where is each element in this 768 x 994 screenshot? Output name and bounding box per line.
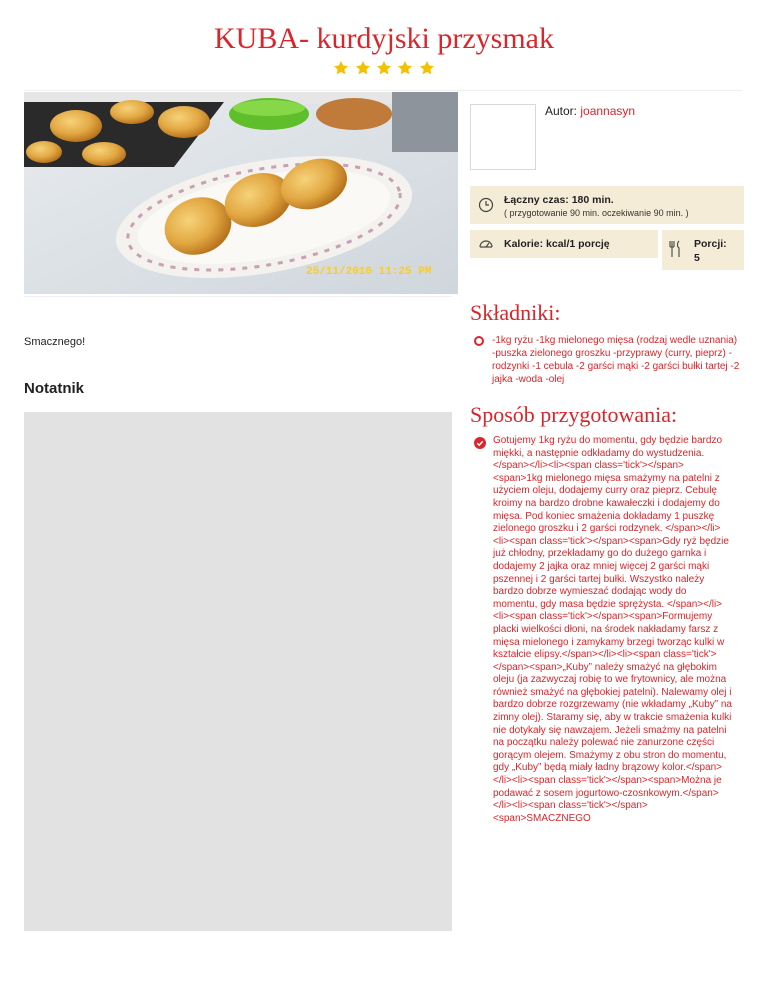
gauge-icon: [478, 236, 494, 252]
time-detail: ( przygotowanie 90 min. oczekiwanie 90 min. ): [504, 208, 689, 218]
total-time-box: [470, 186, 744, 224]
photo-divider: [24, 296, 452, 297]
calories: Kalorie: kcal/1 porcję: [504, 238, 610, 250]
ingredients-list: -1kg ryżu -1kg mielonego mięsa (rodzaj wedle uznania) -puszka zielonego groszku -przyprawy (curry, pieprz) -rodzynki -1 cebula -2 garści mąki -2 garści bułki tartej -2 jajka -woda -olej: [492, 335, 740, 385]
star-icon: [376, 60, 392, 76]
rating-stars: [0, 60, 768, 81]
recipe-title: KUBA- kurdyjski przysmak: [214, 22, 554, 55]
clock-icon: [478, 197, 494, 213]
ring-bullet-icon: [474, 336, 484, 346]
recipe-photo: [24, 92, 458, 294]
portions: [694, 237, 727, 265]
portions-box: [662, 230, 744, 270]
total-time: Łączny czas: 180 min.: [504, 194, 614, 206]
star-icon: [397, 60, 413, 76]
author-label: Autor:: [545, 104, 578, 118]
notes-area[interactable]: [24, 412, 452, 931]
portions-value: 5: [694, 252, 700, 264]
calories-box: [470, 230, 658, 258]
ingredients-heading: Składniki:: [470, 300, 561, 325]
portions-label: Porcji:: [694, 238, 727, 250]
star-icon: [355, 60, 371, 76]
star-icon: [333, 60, 349, 76]
author-link[interactable]: joannasyn: [580, 104, 636, 118]
author-line: [545, 104, 635, 118]
recipe-note: Smacznego!: [24, 336, 86, 348]
photo-date-stamp: 25/11/2010 11:25 PM: [306, 266, 432, 278]
author-avatar[interactable]: [470, 104, 536, 170]
check-icon: [474, 437, 486, 449]
top-divider: [24, 90, 742, 91]
cutlery-icon: [668, 240, 682, 258]
notes-heading: Notatnik: [24, 380, 84, 397]
star-icon: [419, 60, 435, 76]
preparation-text: Gotujemy 1kg ryżu do momentu, gdy będzie bardzo miękki, a następnie odkładamy do wystudzenia. </span></li><li><span class='tick'></span> <span>1kg mielonego mięsa smażymy na patelni z użyciem oleju, dodajemy curry oraz pieprz. Cebulę kroimy na bardzo drobne kawałeczki i dodajemy do mięsa. Pod koniec smażenia dokładamy 1 puszkę zielonego groszku i 2 garści rodzynek. </span></li> <li><span class='tick'></span><span>Gdy ryż będzie już chłodny, przekładamy go do dużego garnka i dodajemy 2 jajka oraz mniej więcej 2 garści mąki pszennej i 2 garści tartej bułki. Wszystko należy bardzo dobrze wymieszać dodając wody do momentu, gdy masa będzie sprężysta. </span></li> <li><span class='tick'></span><span>Formujemy placki wielkości dłoni, na środek nakładamy farsz z mięsa mielonego i zamykamy brzegi tworząc kulki w kształcie elipsy.</span></li><li><span class='tick'> </span><span>„Kuby” należy smażyć na głębokim oleju (ja zazwyczaj robię to we frytownicy, ale można również smażyć na głębokiej patelni). Nalewamy olej i bardzo dobrze rozgrzewamy (nie wkładamy „Kuby” na zimny olej). Staramy się, aby w trakcie smażenia kulki nie dotykały się nawzajem. Jeżeli smażmy na patelni na początku należy polewać nie zanurzone części gorącym olejem. Smażymy z obu stron do momentu, gdy „Kuby” będą miały ładny brązowy kolor.</span> </li><li><span class='tick'></span><span>Można je podawać z sosem jogurtowo-czosnkowym.</span> </li><li><span class='tick'></span> <span>SMACZNEGO: [493, 435, 732, 824]
preparation-heading: Sposób przygotowania:: [470, 402, 678, 427]
